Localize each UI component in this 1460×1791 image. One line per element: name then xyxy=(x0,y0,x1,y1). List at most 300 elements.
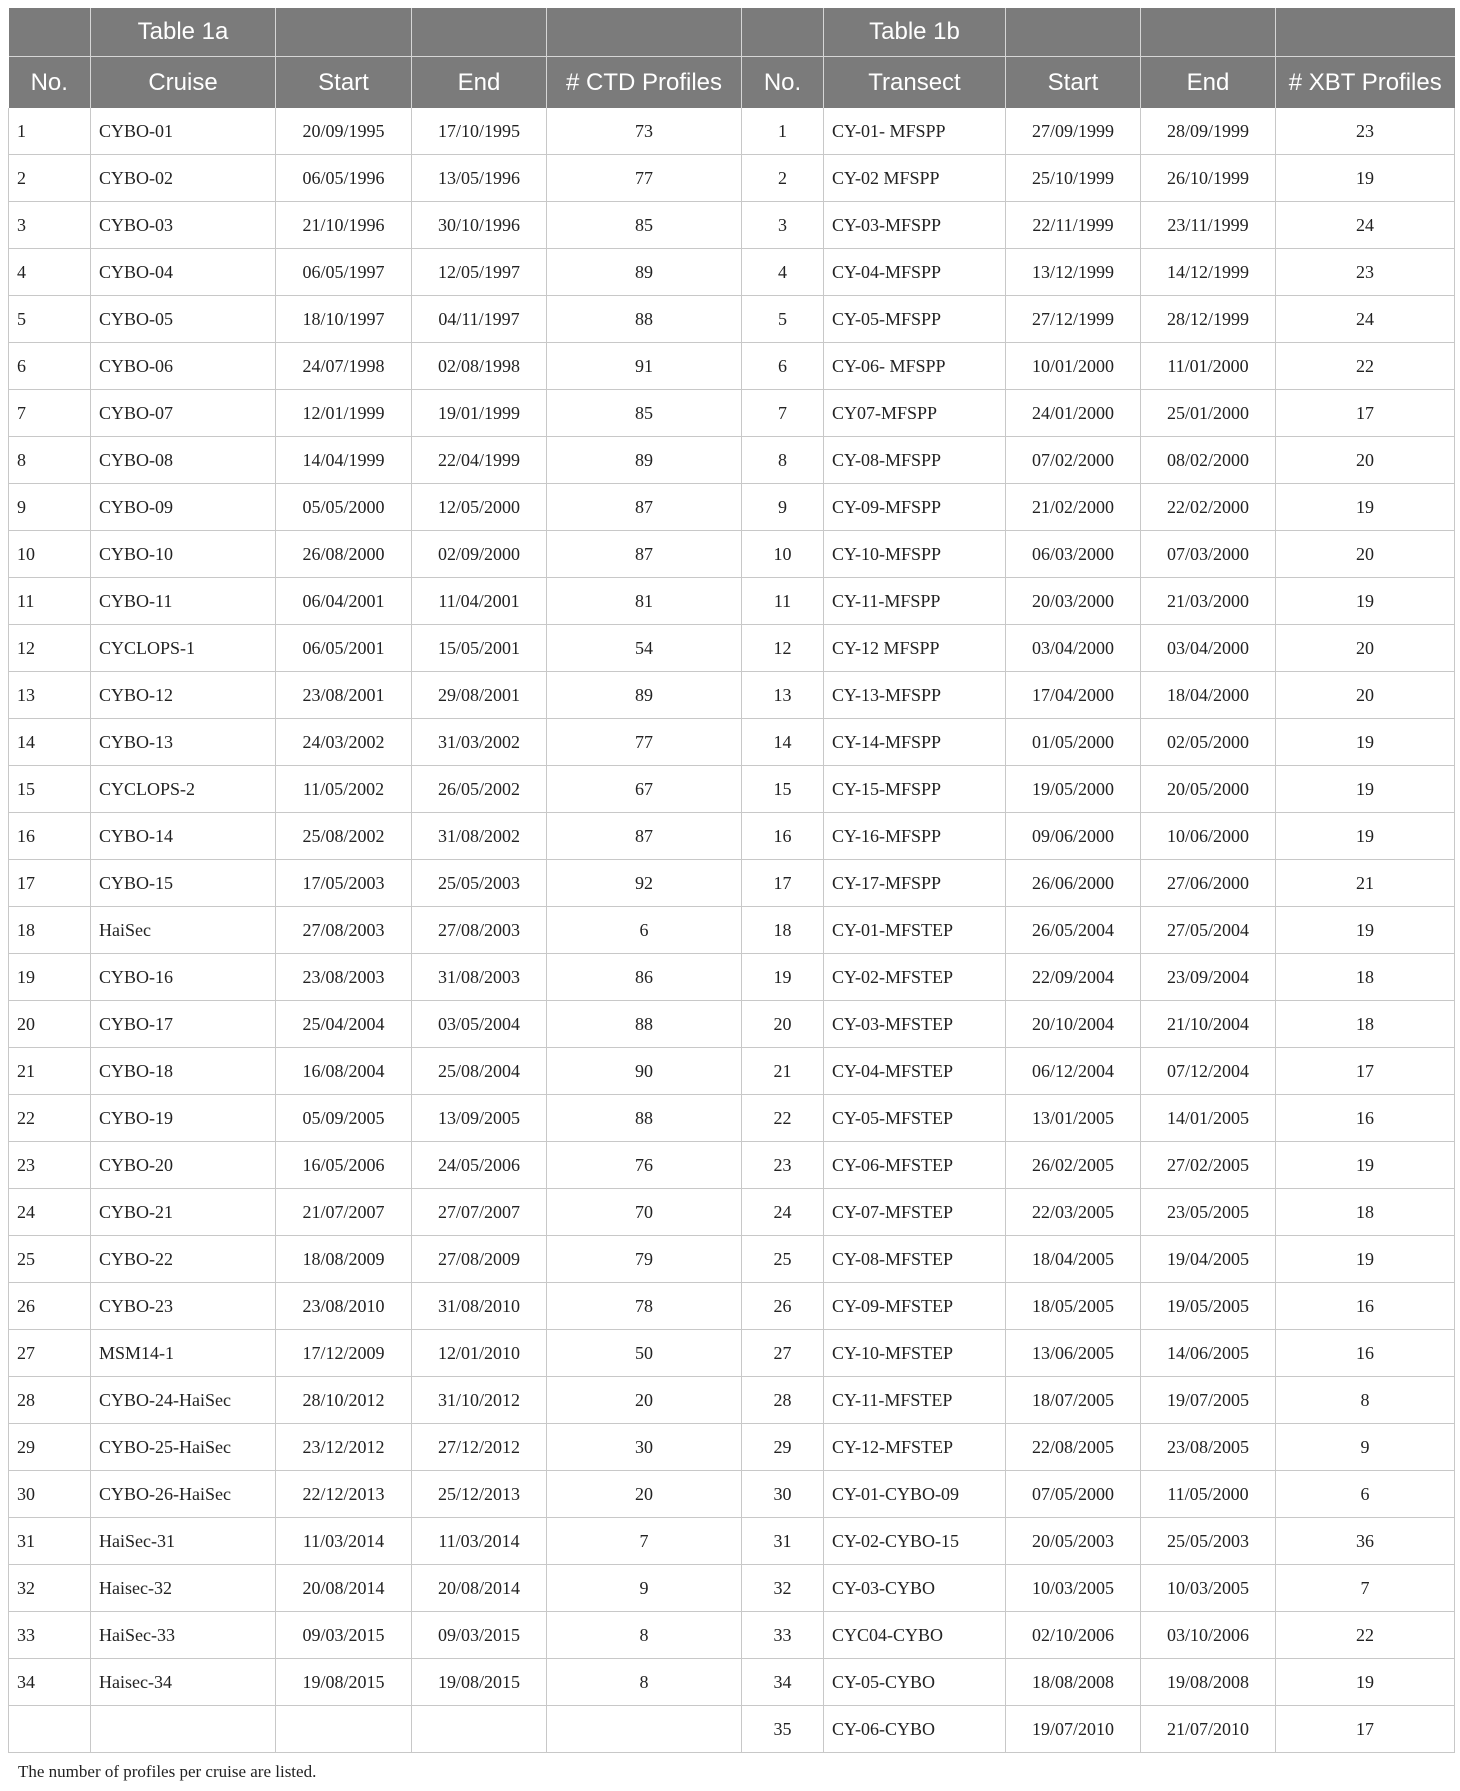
cell-no-a xyxy=(9,1706,91,1753)
cell-end-a: 20/08/2014 xyxy=(412,1565,547,1612)
group-header-blank xyxy=(412,8,547,57)
cell-end-a: 31/08/2010 xyxy=(412,1283,547,1330)
cell-start-a: 23/08/2010 xyxy=(276,1283,412,1330)
cell-ctd-profiles: 90 xyxy=(547,1048,742,1095)
cell-start-a: 25/04/2004 xyxy=(276,1001,412,1048)
cell-ctd-profiles: 7 xyxy=(547,1518,742,1565)
cell-cruise: CYBO-11 xyxy=(91,578,276,625)
cell-start-b: 22/11/1999 xyxy=(1006,202,1141,249)
cell-start-b: 25/10/1999 xyxy=(1006,155,1141,202)
cell-start-a: 21/07/2007 xyxy=(276,1189,412,1236)
cell-transect: CY-07-MFSTEP xyxy=(824,1189,1006,1236)
cell-ctd-profiles: 92 xyxy=(547,860,742,907)
cell-no-b: 27 xyxy=(742,1330,824,1377)
cell-xbt-profiles: 21 xyxy=(1276,860,1455,907)
cell-end-a: 03/05/2004 xyxy=(412,1001,547,1048)
cell-no-a: 28 xyxy=(9,1377,91,1424)
cell-ctd-profiles: 76 xyxy=(547,1142,742,1189)
cell-xbt-profiles: 7 xyxy=(1276,1565,1455,1612)
cell-end-a: 27/08/2003 xyxy=(412,907,547,954)
cell-no-a: 10 xyxy=(9,531,91,578)
cell-no-a: 13 xyxy=(9,672,91,719)
cell-cruise: CYCLOPS-2 xyxy=(91,766,276,813)
cell-xbt-profiles: 24 xyxy=(1276,296,1455,343)
cell-xbt-profiles: 19 xyxy=(1276,155,1455,202)
cell-start-a: 25/08/2002 xyxy=(276,813,412,860)
cell-no-b: 1 xyxy=(742,108,824,155)
cell-end-a: 31/08/2002 xyxy=(412,813,547,860)
cell-end-a: 31/10/2012 xyxy=(412,1377,547,1424)
cell-cruise: CYBO-25-HaiSec xyxy=(91,1424,276,1471)
cell-no-b: 22 xyxy=(742,1095,824,1142)
cell-transect: CY-06- MFSPP xyxy=(824,343,1006,390)
cruise-table xyxy=(8,8,1455,1753)
cell-transect: CY-04-MFSPP xyxy=(824,249,1006,296)
cell-end-a: 11/04/2001 xyxy=(412,578,547,625)
cell-cruise: CYBO-18 xyxy=(91,1048,276,1095)
cell-transect: CY-13-MFSPP xyxy=(824,672,1006,719)
cell-cruise: CYBO-10 xyxy=(91,531,276,578)
cell-xbt-profiles: 20 xyxy=(1276,437,1455,484)
cell-end-b: 03/04/2000 xyxy=(1141,625,1276,672)
cell-end-a: 25/08/2004 xyxy=(412,1048,547,1095)
cell-no-a: 30 xyxy=(9,1471,91,1518)
cell-start-b: 09/06/2000 xyxy=(1006,813,1141,860)
cell-transect: CY-03-CYBO xyxy=(824,1565,1006,1612)
cell-end-a: 25/12/2013 xyxy=(412,1471,547,1518)
cell-xbt-profiles: 19 xyxy=(1276,907,1455,954)
cell-xbt-profiles: 20 xyxy=(1276,531,1455,578)
cell-xbt-profiles: 19 xyxy=(1276,766,1455,813)
table-row xyxy=(9,1471,1455,1518)
cell-start-b: 03/04/2000 xyxy=(1006,625,1141,672)
cell-start-b: 07/05/2000 xyxy=(1006,1471,1141,1518)
cell-end-a: 13/05/1996 xyxy=(412,155,547,202)
cell-start-a: 20/09/1995 xyxy=(276,108,412,155)
cell-start-b: 13/12/1999 xyxy=(1006,249,1141,296)
cell-no-a: 33 xyxy=(9,1612,91,1659)
group-header-blank xyxy=(547,8,742,57)
cell-end-b: 19/05/2005 xyxy=(1141,1283,1276,1330)
cell-start-b: 06/03/2000 xyxy=(1006,531,1141,578)
cell-no-a: 18 xyxy=(9,907,91,954)
cell-transect: CY-10-MFSTEP xyxy=(824,1330,1006,1377)
cell-start-a: 23/12/2012 xyxy=(276,1424,412,1471)
cell-ctd-profiles: 30 xyxy=(547,1424,742,1471)
cell-end-b: 18/04/2000 xyxy=(1141,672,1276,719)
table-row xyxy=(9,1189,1455,1236)
cell-ctd-profiles xyxy=(547,1706,742,1753)
cell-cruise: CYBO-23 xyxy=(91,1283,276,1330)
cell-transect: CY-09-MFSPP xyxy=(824,484,1006,531)
cell-start-a: 16/08/2004 xyxy=(276,1048,412,1095)
cell-no-a: 3 xyxy=(9,202,91,249)
cell-end-a: 13/09/2005 xyxy=(412,1095,547,1142)
cell-no-b: 26 xyxy=(742,1283,824,1330)
cell-cruise: Haisec-34 xyxy=(91,1659,276,1706)
cell-cruise: CYBO-02 xyxy=(91,155,276,202)
cell-ctd-profiles: 79 xyxy=(547,1236,742,1283)
cell-end-a: 27/07/2007 xyxy=(412,1189,547,1236)
cell-end-a: 31/03/2002 xyxy=(412,719,547,766)
cell-no-a: 11 xyxy=(9,578,91,625)
cell-start-a: 06/05/2001 xyxy=(276,625,412,672)
cell-no-a: 9 xyxy=(9,484,91,531)
cell-cruise: CYBO-06 xyxy=(91,343,276,390)
cell-cruise: CYCLOPS-1 xyxy=(91,625,276,672)
table-row xyxy=(9,1236,1455,1283)
cell-no-b: 31 xyxy=(742,1518,824,1565)
column-header-start-a: Start xyxy=(276,57,412,109)
cell-xbt-profiles: 17 xyxy=(1276,1706,1455,1753)
cell-start-a: 23/08/2003 xyxy=(276,954,412,1001)
cell-transect: CYC04-CYBO xyxy=(824,1612,1006,1659)
cell-no-a: 7 xyxy=(9,390,91,437)
cell-start-a: 12/01/1999 xyxy=(276,390,412,437)
column-header-ctd-profiles: # CTD Profiles xyxy=(547,57,742,109)
cell-start-a: 21/10/1996 xyxy=(276,202,412,249)
table-1b-label: Table 1b xyxy=(824,8,1006,57)
cell-start-a: 28/10/2012 xyxy=(276,1377,412,1424)
cell-no-b: 19 xyxy=(742,954,824,1001)
cell-end-b: 23/09/2004 xyxy=(1141,954,1276,1001)
cell-end-a: 24/05/2006 xyxy=(412,1142,547,1189)
cell-end-a: 19/01/1999 xyxy=(412,390,547,437)
cell-no-b: 34 xyxy=(742,1659,824,1706)
cell-start-b: 13/06/2005 xyxy=(1006,1330,1141,1377)
cell-start-b: 26/02/2005 xyxy=(1006,1142,1141,1189)
cell-start-a: 24/03/2002 xyxy=(276,719,412,766)
table-row xyxy=(9,1048,1455,1095)
cell-cruise: CYBO-16 xyxy=(91,954,276,1001)
cell-no-b: 8 xyxy=(742,437,824,484)
cell-start-b: 10/03/2005 xyxy=(1006,1565,1141,1612)
cell-end-a: 02/08/1998 xyxy=(412,343,547,390)
cell-start-a: 06/04/2001 xyxy=(276,578,412,625)
cell-no-b: 33 xyxy=(742,1612,824,1659)
cell-xbt-profiles: 16 xyxy=(1276,1095,1455,1142)
column-header-start-b: Start xyxy=(1006,57,1141,109)
cell-end-a: 31/08/2003 xyxy=(412,954,547,1001)
cell-no-b: 32 xyxy=(742,1565,824,1612)
cell-no-a: 5 xyxy=(9,296,91,343)
table-row xyxy=(9,108,1455,155)
cell-end-b: 20/05/2000 xyxy=(1141,766,1276,813)
cell-no-a: 23 xyxy=(9,1142,91,1189)
group-header-blank xyxy=(9,8,91,57)
cell-transect: CY-01- MFSPP xyxy=(824,108,1006,155)
cell-end-a: 12/05/1997 xyxy=(412,249,547,296)
table-row xyxy=(9,1612,1455,1659)
cell-transect: CY-06-MFSTEP xyxy=(824,1142,1006,1189)
cell-no-b: 4 xyxy=(742,249,824,296)
cell-cruise: CYBO-15 xyxy=(91,860,276,907)
cell-ctd-profiles: 85 xyxy=(547,202,742,249)
cell-no-a: 15 xyxy=(9,766,91,813)
table-row xyxy=(9,1001,1455,1048)
cell-cruise: HaiSec xyxy=(91,907,276,954)
cell-end-a: 09/03/2015 xyxy=(412,1612,547,1659)
cell-no-b: 29 xyxy=(742,1424,824,1471)
cell-cruise: CYBO-05 xyxy=(91,296,276,343)
cell-no-b: 3 xyxy=(742,202,824,249)
cell-end-a: 12/01/2010 xyxy=(412,1330,547,1377)
cell-start-b: 22/08/2005 xyxy=(1006,1424,1141,1471)
cell-no-b: 12 xyxy=(742,625,824,672)
cell-ctd-profiles: 20 xyxy=(547,1471,742,1518)
cell-end-b: 10/03/2005 xyxy=(1141,1565,1276,1612)
cell-end-a: 15/05/2001 xyxy=(412,625,547,672)
cell-start-b: 19/05/2000 xyxy=(1006,766,1141,813)
cell-ctd-profiles: 8 xyxy=(547,1659,742,1706)
cell-start-a: 16/05/2006 xyxy=(276,1142,412,1189)
cell-end-a: 29/08/2001 xyxy=(412,672,547,719)
cell-end-b: 02/05/2000 xyxy=(1141,719,1276,766)
cell-start-b: 07/02/2000 xyxy=(1006,437,1141,484)
cell-no-b: 35 xyxy=(742,1706,824,1753)
column-header-no-b: No. xyxy=(742,57,824,109)
cell-xbt-profiles: 19 xyxy=(1276,1236,1455,1283)
cell-no-b: 2 xyxy=(742,155,824,202)
table-row xyxy=(9,813,1455,860)
cell-start-a: 24/07/1998 xyxy=(276,343,412,390)
cell-no-a: 31 xyxy=(9,1518,91,1565)
cell-ctd-profiles: 89 xyxy=(547,249,742,296)
cell-no-b: 30 xyxy=(742,1471,824,1518)
cell-no-b: 6 xyxy=(742,343,824,390)
cell-start-b: 22/09/2004 xyxy=(1006,954,1141,1001)
cell-xbt-profiles: 18 xyxy=(1276,954,1455,1001)
cell-cruise: CYBO-19 xyxy=(91,1095,276,1142)
column-header-cruise: Cruise xyxy=(91,57,276,109)
group-header-blank xyxy=(276,8,412,57)
column-header-row xyxy=(9,57,1455,109)
cell-no-b: 28 xyxy=(742,1377,824,1424)
cell-ctd-profiles: 78 xyxy=(547,1283,742,1330)
table-row xyxy=(9,531,1455,578)
cell-transect: CY-02-CYBO-15 xyxy=(824,1518,1006,1565)
cell-cruise: Haisec-32 xyxy=(91,1565,276,1612)
cell-no-a: 24 xyxy=(9,1189,91,1236)
cell-xbt-profiles: 19 xyxy=(1276,1659,1455,1706)
cell-xbt-profiles: 16 xyxy=(1276,1283,1455,1330)
cell-xbt-profiles: 19 xyxy=(1276,484,1455,531)
cell-xbt-profiles: 24 xyxy=(1276,202,1455,249)
group-header-row xyxy=(9,8,1455,57)
cell-end-b: 03/10/2006 xyxy=(1141,1612,1276,1659)
cell-no-a: 6 xyxy=(9,343,91,390)
cell-no-a: 16 xyxy=(9,813,91,860)
cell-xbt-profiles: 17 xyxy=(1276,1048,1455,1095)
cell-xbt-profiles: 22 xyxy=(1276,343,1455,390)
cell-end-b: 27/06/2000 xyxy=(1141,860,1276,907)
cell-start-a: 23/08/2001 xyxy=(276,672,412,719)
cell-ctd-profiles: 81 xyxy=(547,578,742,625)
cell-transect: CY-16-MFSPP xyxy=(824,813,1006,860)
cell-no-a: 12 xyxy=(9,625,91,672)
table-row xyxy=(9,954,1455,1001)
cell-cruise: CYBO-17 xyxy=(91,1001,276,1048)
cell-xbt-profiles: 6 xyxy=(1276,1471,1455,1518)
cell-start-a: 20/08/2014 xyxy=(276,1565,412,1612)
cell-ctd-profiles: 9 xyxy=(547,1565,742,1612)
cell-start-b: 27/09/1999 xyxy=(1006,108,1141,155)
cell-end-b: 23/05/2005 xyxy=(1141,1189,1276,1236)
cell-xbt-profiles: 18 xyxy=(1276,1001,1455,1048)
cell-start-b: 21/02/2000 xyxy=(1006,484,1141,531)
cell-end-a: 19/08/2015 xyxy=(412,1659,547,1706)
cell-xbt-profiles: 20 xyxy=(1276,672,1455,719)
cell-end-b: 27/02/2005 xyxy=(1141,1142,1276,1189)
cell-transect: CY-05-MFSPP xyxy=(824,296,1006,343)
table-row xyxy=(9,578,1455,625)
cell-no-b: 11 xyxy=(742,578,824,625)
cell-start-b: 20/05/2003 xyxy=(1006,1518,1141,1565)
table-row xyxy=(9,1330,1455,1377)
cell-xbt-profiles: 19 xyxy=(1276,813,1455,860)
cell-no-b: 15 xyxy=(742,766,824,813)
cell-no-a: 8 xyxy=(9,437,91,484)
cell-start-a: 18/08/2009 xyxy=(276,1236,412,1283)
column-header-end-b: End xyxy=(1141,57,1276,109)
cell-start-b: 18/08/2008 xyxy=(1006,1659,1141,1706)
cell-start-a: 11/03/2014 xyxy=(276,1518,412,1565)
cell-end-a: 25/05/2003 xyxy=(412,860,547,907)
cell-start-b: 01/05/2000 xyxy=(1006,719,1141,766)
cell-xbt-profiles: 17 xyxy=(1276,390,1455,437)
cell-cruise: CYBO-14 xyxy=(91,813,276,860)
table-row xyxy=(9,1565,1455,1612)
cell-no-b: 9 xyxy=(742,484,824,531)
cell-ctd-profiles: 73 xyxy=(547,108,742,155)
table-row xyxy=(9,860,1455,907)
cell-end-a: 11/03/2014 xyxy=(412,1518,547,1565)
cell-start-b: 06/12/2004 xyxy=(1006,1048,1141,1095)
group-header-blank xyxy=(1276,8,1455,57)
cell-no-a: 14 xyxy=(9,719,91,766)
table-row xyxy=(9,155,1455,202)
cell-cruise: CYBO-20 xyxy=(91,1142,276,1189)
cell-no-a: 17 xyxy=(9,860,91,907)
cell-start-b: 20/10/2004 xyxy=(1006,1001,1141,1048)
cell-start-b: 26/05/2004 xyxy=(1006,907,1141,954)
cell-transect: CY-12-MFSTEP xyxy=(824,1424,1006,1471)
table-row xyxy=(9,437,1455,484)
cell-end-b: 21/03/2000 xyxy=(1141,578,1276,625)
table-row xyxy=(9,249,1455,296)
cell-transect: CY-12 MFSPP xyxy=(824,625,1006,672)
cell-end-b: 07/12/2004 xyxy=(1141,1048,1276,1095)
cell-no-a: 2 xyxy=(9,155,91,202)
cell-start-a: 06/05/1997 xyxy=(276,249,412,296)
cell-ctd-profiles: 87 xyxy=(547,531,742,578)
cell-cruise: CYBO-07 xyxy=(91,390,276,437)
cell-start-b: 20/03/2000 xyxy=(1006,578,1141,625)
cell-start-b: 02/10/2006 xyxy=(1006,1612,1141,1659)
cell-no-b: 18 xyxy=(742,907,824,954)
cell-start-a: 05/05/2000 xyxy=(276,484,412,531)
cell-no-a: 25 xyxy=(9,1236,91,1283)
cell-end-b: 26/10/1999 xyxy=(1141,155,1276,202)
cell-ctd-profiles: 77 xyxy=(547,719,742,766)
cell-end-b: 11/05/2000 xyxy=(1141,1471,1276,1518)
cell-xbt-profiles: 19 xyxy=(1276,1142,1455,1189)
cell-start-b: 18/04/2005 xyxy=(1006,1236,1141,1283)
cell-ctd-profiles: 6 xyxy=(547,907,742,954)
cell-xbt-profiles: 18 xyxy=(1276,1189,1455,1236)
table-row xyxy=(9,390,1455,437)
cell-ctd-profiles: 20 xyxy=(547,1377,742,1424)
cell-no-b: 25 xyxy=(742,1236,824,1283)
cell-end-b: 25/01/2000 xyxy=(1141,390,1276,437)
cell-start-a: 22/12/2013 xyxy=(276,1471,412,1518)
group-header-blank xyxy=(1141,8,1276,57)
cell-end-b: 07/03/2000 xyxy=(1141,531,1276,578)
cell-start-a xyxy=(276,1706,412,1753)
cell-transect: CY-06-CYBO xyxy=(824,1706,1006,1753)
cell-cruise: CYBO-12 xyxy=(91,672,276,719)
cell-cruise: CYBO-26-HaiSec xyxy=(91,1471,276,1518)
cell-cruise: CYBO-03 xyxy=(91,202,276,249)
cell-no-b: 24 xyxy=(742,1189,824,1236)
cell-start-b: 18/05/2005 xyxy=(1006,1283,1141,1330)
table-row xyxy=(9,343,1455,390)
table-row xyxy=(9,1095,1455,1142)
cell-ctd-profiles: 87 xyxy=(547,484,742,531)
cell-start-b: 17/04/2000 xyxy=(1006,672,1141,719)
cell-ctd-profiles: 70 xyxy=(547,1189,742,1236)
cell-transect: CY-05-MFSTEP xyxy=(824,1095,1006,1142)
table-row xyxy=(9,1659,1455,1706)
cell-end-b: 21/07/2010 xyxy=(1141,1706,1276,1753)
cell-xbt-profiles: 23 xyxy=(1276,249,1455,296)
cell-cruise: CYBO-21 xyxy=(91,1189,276,1236)
cell-ctd-profiles: 77 xyxy=(547,155,742,202)
cell-end-b: 14/06/2005 xyxy=(1141,1330,1276,1377)
table-row xyxy=(9,202,1455,249)
cell-xbt-profiles: 19 xyxy=(1276,578,1455,625)
cell-no-a: 19 xyxy=(9,954,91,1001)
table-row xyxy=(9,1283,1455,1330)
cell-ctd-profiles: 91 xyxy=(547,343,742,390)
cell-end-b: 14/01/2005 xyxy=(1141,1095,1276,1142)
column-header-xbt-profiles: # XBT Profiles xyxy=(1276,57,1455,109)
cell-no-a: 20 xyxy=(9,1001,91,1048)
cell-no-b: 17 xyxy=(742,860,824,907)
cell-end-b: 08/02/2000 xyxy=(1141,437,1276,484)
cell-cruise: CYBO-08 xyxy=(91,437,276,484)
cell-no-a: 22 xyxy=(9,1095,91,1142)
cell-end-b: 11/01/2000 xyxy=(1141,343,1276,390)
table-row xyxy=(9,1706,1455,1753)
cell-transect: CY-01-CYBO-09 xyxy=(824,1471,1006,1518)
cell-cruise: MSM14-1 xyxy=(91,1330,276,1377)
cell-ctd-profiles: 67 xyxy=(547,766,742,813)
cell-end-b: 28/12/1999 xyxy=(1141,296,1276,343)
cell-no-a: 21 xyxy=(9,1048,91,1095)
cell-no-a: 27 xyxy=(9,1330,91,1377)
cell-no-a: 32 xyxy=(9,1565,91,1612)
cell-ctd-profiles: 88 xyxy=(547,296,742,343)
cell-end-a: 22/04/1999 xyxy=(412,437,547,484)
cell-end-a: 27/08/2009 xyxy=(412,1236,547,1283)
table-container xyxy=(8,8,1454,1753)
cell-end-a: 12/05/2000 xyxy=(412,484,547,531)
table-row xyxy=(9,719,1455,766)
cell-transect: CY-17-MFSPP xyxy=(824,860,1006,907)
table-row xyxy=(9,907,1455,954)
cell-cruise: CYBO-22 xyxy=(91,1236,276,1283)
